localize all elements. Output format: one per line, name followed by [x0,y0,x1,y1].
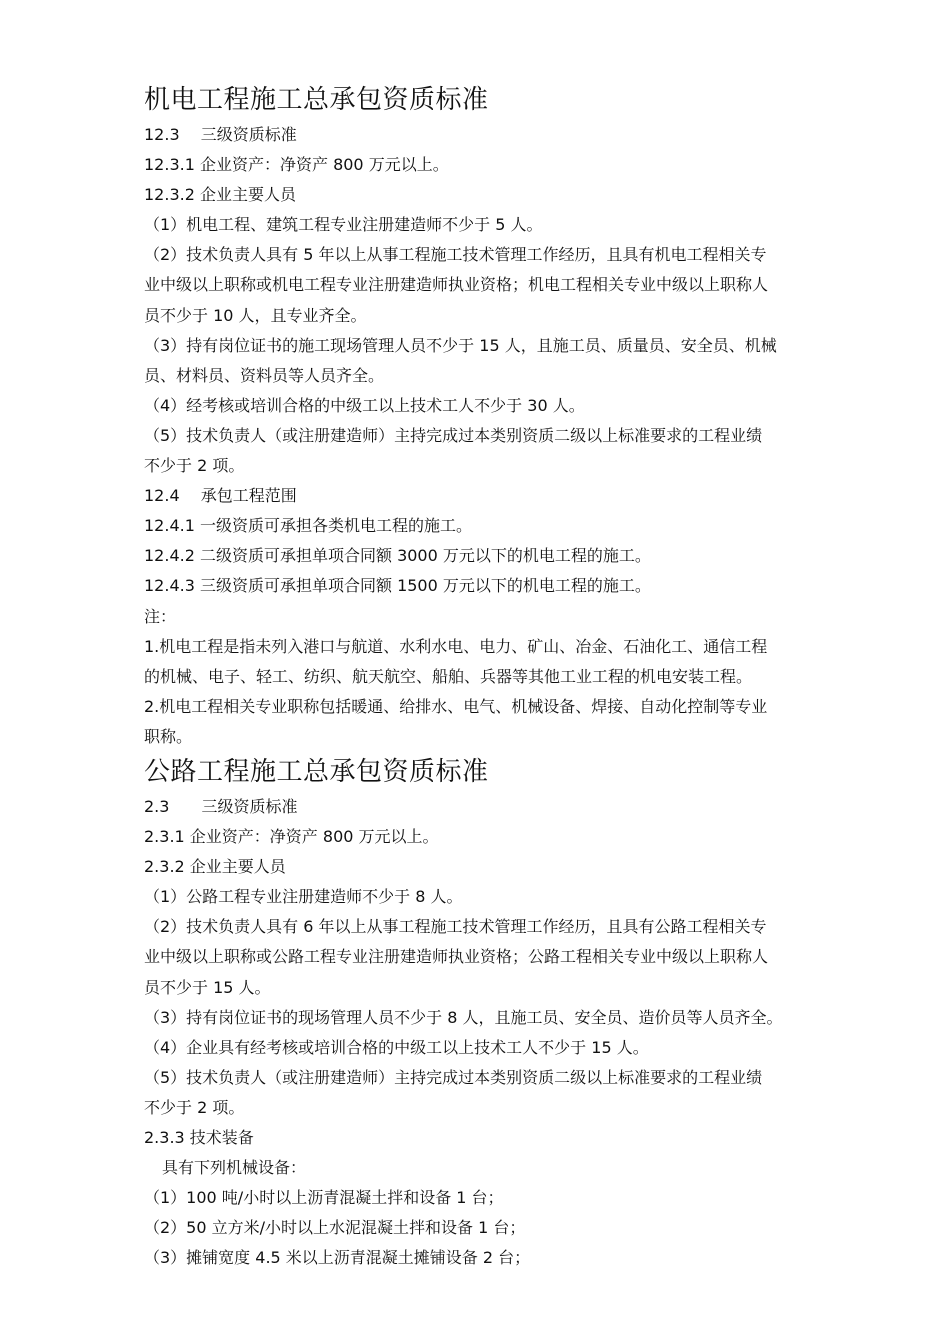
doc-line: （1）100 吨/小时以上沥青混凝土拌和设备 1 台； [144,1188,504,1208]
doc-line: 12.4.3 三级资质可承担单项合同额 1500 万元以下的机电工程的施工。 [144,576,651,596]
doc-line: （1）公路工程专业注册建造师不少于 8 人。 [144,887,463,907]
document-page [144,80,864,1273]
doc-line: 2.3.2 企业主要人员 [144,857,286,877]
doc-line: 业中级以上职称或机电工程专业注册建造师执业资格；机电工程相关专业中级以上职称人 [144,275,769,295]
doc-line: （1）机电工程、建筑工程专业注册建造师不少于 5 人。 [144,215,543,235]
doc-line: （2）50 立方米/小时以上水泥混凝土拌和设备 1 台； [144,1218,526,1238]
doc-line: （4）企业具有经考核或培训合格的中级工以上技术工人不少于 15 人。 [144,1037,649,1057]
doc-line: 的机械、电子、轻工、纺织、航天航空、船舶、兵器等其他工业工程的机电安装工程。 [144,666,753,686]
section-body-mep [144,120,864,752]
doc-line: 12.3.2 企业主要人员 [144,185,296,205]
doc-line: （3）摊铺宽度 4.5 米以上沥青混凝土摊铺设备 2 台； [144,1248,531,1268]
doc-line: 12.3.1 企业资产：净资产 800 万元以上。 [144,155,449,175]
doc-line: 注： [144,606,177,626]
doc-line: 2.机电工程相关专业职称包括暖通、给排水、电气、机械设备、焊接、自动化控制等专业 [144,696,768,716]
doc-line: 职称。 [144,726,193,746]
doc-line: （2）技术负责人具有 5 年以上从事工程施工技术管理工作经历，且具有机电工程相关专 [144,245,767,265]
doc-line: 不少于 2 项。 [144,456,245,476]
doc-line: 1.机电工程是指未列入港口与航道、水利水电、电力、矿山、冶金、石油化工、通信工程 [144,636,768,656]
doc-line: 12.4 承包工程范围 [144,486,297,506]
section-title-mep: 机电工程施工总承包资质标准 [144,85,489,115]
doc-line: 2.3 三级资质标准 [144,796,298,816]
doc-line: （4）经考核或培训合格的中级工以上技术工人不少于 30 人。 [144,395,585,415]
doc-line: （3）持有岗位证书的现场管理人员不少于 8 人，且施工员、安全员、造价员等人员齐全。 [144,1007,783,1027]
doc-line: 12.4.1 一级资质可承担各类机电工程的施工。 [144,516,472,536]
doc-line: 业中级以上职称或公路工程专业注册建造师执业资格；公路工程相关专业中级以上职称人 [144,947,769,967]
doc-line: 员不少于 15 人。 [144,977,271,997]
doc-line: 员、材料员、资料员等人员齐全。 [144,365,385,385]
section-title-highway: 公路工程施工总承包资质标准 [144,756,489,787]
doc-line: （5）技术负责人（或注册建造师）主持完成过本类别资质二级以上标准要求的工程业绩 [144,425,763,445]
doc-line: 12.4.2 二级资质可承担单项合同额 3000 万元以下的机电工程的施工。 [144,546,651,566]
doc-line: 12.3 三级资质标准 [144,125,297,144]
doc-line: （3）持有岗位证书的施工现场管理人员不少于 15 人，且施工员、质量员、安全员、机械 [144,335,777,355]
doc-line: 2.3.3 技术装备 [144,1128,254,1147]
doc-line: （2）技术负责人具有 6 年以上从事工程施工技术管理工作经历，且具有公路工程相关专 [144,917,767,937]
doc-line: 不少于 2 项。 [144,1097,245,1117]
doc-line: 具有下列机械设备： [162,1158,307,1178]
section-body-highway [144,792,864,1274]
doc-line: （5）技术负责人（或注册建造师）主持完成过本类别资质二级以上标准要求的工程业绩 [144,1067,763,1087]
doc-line: 员不少于 10 人，且专业齐全。 [144,305,367,325]
doc-line: 2.3.1 企业资产：净资产 800 万元以上。 [144,827,439,847]
